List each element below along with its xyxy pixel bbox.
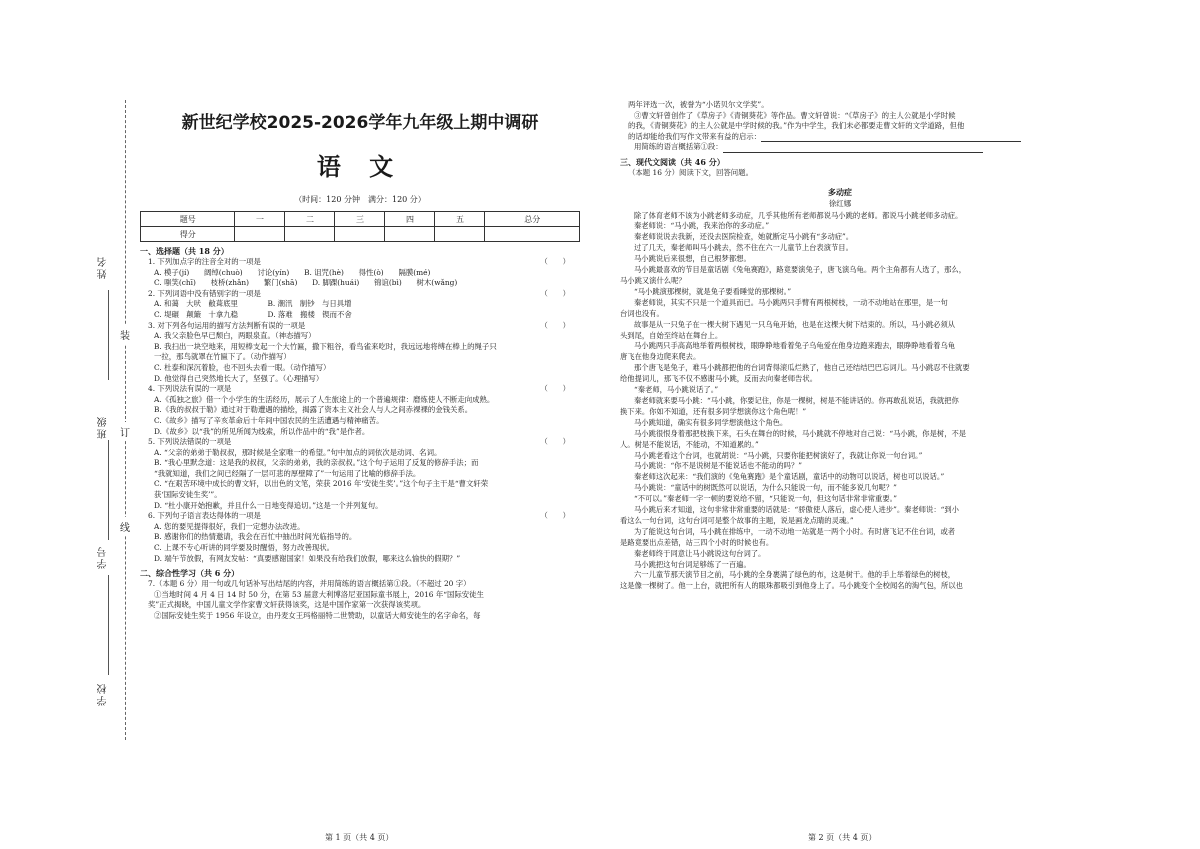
text-line: [620, 516, 1060, 527]
score-header-cell: 一: [235, 212, 285, 227]
score-cell: [385, 227, 435, 242]
text-line: [140, 416, 580, 427]
text-line: [620, 560, 1060, 571]
line-text: （本题 16 分）阅读下文，回答问题。: [628, 167, 753, 177]
line-text: ②国际安徒生奖于 1956 年设立，由丹麦女王玛格丽特二世赞助，以童话大师安徒生的名字命名，每: [154, 611, 481, 620]
line-text: 是路竟要出点差错，站三四个小时的时候也有。: [620, 537, 774, 547]
text-line: [140, 331, 580, 342]
line-text: 马小跳说：“童话中的树既然可以说话，为什么只能说一句，而不能多说几句呢？”: [634, 483, 897, 493]
answer-bracket: （ ）: [540, 320, 570, 330]
line-text: 马小跳说后来很想，自己根梦都想。: [634, 254, 751, 264]
line-text: 奖”正式揭晓，中国儿童文学作家曹文轩获得该奖，这是中国作家第一次获得该奖项。: [148, 600, 426, 610]
line-text: B. 我扫出一块空地来，用短棒支起一个大竹匾，撒下粗谷，看鸟雀来吃时，我远远地将缚在棒上的绳子只: [154, 341, 497, 351]
text-line: [620, 221, 1060, 232]
line-text: A. “父亲的弟弟于勒叔叔，那时候是全家唯一的希望。”句中加点的词依次是动词、名词。: [154, 447, 442, 457]
line-text: 的话却能给我们写作文带来有益的启示：: [628, 131, 762, 141]
time-info: （时间：120 分钟 满分：120 分）: [294, 195, 426, 204]
margin-write-line: [108, 440, 109, 540]
text-line: [620, 211, 1060, 222]
line-text: 用简练的语言概括第①段：: [634, 142, 723, 152]
margin-label-name: 姓名: [98, 255, 109, 279]
text-line: [620, 549, 1060, 560]
line-text: A.《孤独之旅》借一个小学生的生活经历，展示了人生旅途上的一个普遍规律：磨炼使人不断走向成熟。: [154, 394, 495, 404]
text-line: [620, 418, 1060, 429]
text-line: [140, 257, 580, 268]
score-cell: [235, 227, 285, 242]
line-text: 马小跳老看这个台词，也就胡说：“马小跳，只要你能把树演好了，我就让你说一句台词。”: [634, 450, 923, 460]
text-line: [620, 570, 1060, 581]
text-line: [140, 427, 580, 438]
page-1-footer: 第 1 页（共 4 页）: [325, 833, 394, 842]
section-heading: [140, 246, 580, 257]
line-text: 1. 下列加点字的注音全对的一项是: [148, 257, 261, 266]
text-line: [140, 448, 580, 459]
line-text: D.《故乡》以“我”的所见所闻为线索，所以作品中的“我”是作者。: [154, 426, 370, 436]
score-header-cell: 三: [335, 212, 385, 227]
section-heading: [620, 157, 1060, 168]
binding-word-xian: 线: [120, 517, 130, 536]
line-text: “我就知道，我们之间已经隔了一层可悲的厚壁障了”一句运用了比喻的修辞手法。: [154, 468, 421, 478]
text-line: [140, 342, 580, 353]
text-line: [620, 581, 1060, 592]
text-line: [140, 352, 580, 363]
text-line: [620, 287, 1060, 298]
text-line: [620, 385, 1060, 396]
exam-title: 新世纪学校2025-2026学年九年级上期中调研: [181, 113, 539, 133]
line-text: 5. 下列说法错误的一项是: [148, 437, 232, 447]
line-text: 马小跳最喜欢的节目是童话剧《兔龟赛跑》，路竟要演兔子，唐飞演乌龟。两个主角都有人选了，那么，: [634, 265, 967, 275]
line-text: 给他提词儿，那飞不仅不感谢马小跳，反而去向秦老师告状。: [620, 374, 818, 384]
text-line: [620, 309, 1060, 320]
text-line: [140, 611, 580, 622]
line-text: 3. 对下列各句运用的描写方法判断有误的一项是: [148, 320, 306, 330]
line-text: 唐飞在他身边爬来爬去。: [620, 352, 701, 362]
line-text: ③曹文轩曾创作了《草房子》《青铜葵花》等作品。曹文轩曾说：“《草房子》的主人公就是小学时候: [634, 110, 956, 120]
line-text: 的我，《青铜葵花》的主人公就是中学时候的我。”作为中学生，我们未必都要走曹文轩的文学道路，但他: [628, 121, 965, 131]
line-text: 换下来。你如不知道，还有很多同学想演你这个角色呢！”: [620, 406, 807, 416]
line-text: C.《故乡》描写了辛亥革命后十年间中国农民的生活遭遇与精神痛苦。: [154, 415, 384, 425]
line-text: 台词也没有。: [620, 308, 664, 318]
line-text: 马小跳把这句台词足够练了一百遍。: [634, 559, 751, 569]
line-text: 两年评选一次，被誉为“小诺贝尔文学奖”。: [628, 100, 769, 109]
margin-label-id: 学号: [98, 545, 109, 569]
margin-write-line: [108, 290, 109, 380]
line-text: “马小跳演那棵树，就是兔子要看睡觉的那棵树。”: [634, 286, 792, 296]
line-text: “秦老师，马小跳说话了。”: [634, 385, 719, 395]
line-text: 除了体育老师不该为小跳老师多动症，几乎其他所有老师都说马小跳的老师。都说马小跳老师多动症。: [634, 210, 963, 220]
text-line: [140, 511, 580, 522]
line-text: 马小跳说：“你不是说树是不能说话也不能动的吗？”: [634, 461, 802, 471]
line-text: C. 杜泰和深沉着脸，也不回头去看一眼。（动作描写）: [154, 362, 331, 372]
line-text: B. 感谢你们的热情邀请，我会在百忙中抽出时间光临指导的。: [154, 532, 357, 542]
exam-page-2: [620, 100, 1060, 592]
answer-bracket: （ ）: [540, 288, 570, 298]
text-line: [620, 440, 1060, 451]
text-line: [140, 437, 580, 448]
line-text: 2. 下列词语中没有错别字的一项是: [148, 288, 261, 298]
line-text: 秦老师就来要马小跳：“马小跳，你要记住，你是一棵树，树是不能讲话的。你再敢乱说话，我就把你: [634, 395, 959, 405]
page-2-intro: [620, 100, 1060, 179]
line-text: 7.（本题 6 分）用一句或几句话补写出结尾的内容，并用简练的语言概括第①段。（不超过 20 字）: [148, 579, 471, 589]
binding-dashed-line: [125, 100, 126, 740]
subject-title: 语 文: [316, 153, 404, 181]
text-line: [620, 505, 1060, 516]
section-heading: [140, 568, 580, 579]
answer-bracket: （ ）: [540, 437, 570, 447]
line-text: 秦老师终于同意让马小跳说这句台词了。: [634, 548, 766, 558]
line-text: A. 模子(jí) 阔绰(chuò) 讨论(yín) B. 诅咒(hè) 得性(ò) 隔膜(mé): [154, 267, 431, 277]
binding-word-ding: 订: [120, 422, 130, 441]
line-text: “不可以。”秦老师一字一顿的要说给不留，“只能说一句，但这句话非常非常重要。”: [634, 494, 898, 504]
line-text: A. 您的要见提得很好，我们一定想办法改进。: [154, 521, 305, 531]
text-line: [620, 276, 1060, 287]
text-line: [620, 168, 1060, 179]
text-line: [140, 363, 580, 374]
answer-blank[interactable]: [723, 144, 983, 153]
text-line: [140, 384, 580, 395]
text-line: [620, 483, 1060, 494]
margin-write-line: [108, 575, 109, 675]
text-line: [620, 494, 1060, 505]
text-line: [140, 268, 580, 279]
answer-bracket: （ ）: [540, 384, 570, 394]
text-line: [620, 341, 1060, 352]
line-text: 人。树是不能说话，不能动，不知道累的。”: [620, 439, 759, 449]
score-row-label: 得分: [141, 227, 235, 242]
line-text: D. 端午节放假，有网友发帖：“真要感谢国家！如果没有给我们放假，哪来这么愉快的假期？”: [154, 553, 461, 563]
line-text: A. 和蔼 大吠 敝葺底里 B. 潮汛 制钞 与日具增: [154, 299, 352, 309]
line-text: C. “在艰苦环境中成长的曹文轩，以出色的文笔，荣获 2016 年‘安徒生奖’。”这个句子主干是“曹文轩荣: [154, 479, 489, 489]
score-cell: [435, 227, 485, 242]
line-text: 4. 下列说法有误的一项是: [148, 384, 232, 394]
text-line: [620, 132, 1060, 143]
answer-blank[interactable]: [761, 133, 1021, 142]
text-line: [140, 501, 580, 512]
line-text: 那个唐飞是兔子，难马小跳都把他的台词背得滚瓜烂熟了，他自己还结结巴巴忘词儿。马小跳忍不住就要: [634, 363, 970, 373]
score-table-score-row: [141, 227, 580, 242]
line-text: 6. 下列句子语言表达得体的一项是: [148, 511, 261, 521]
line-text: D. 他觉得自己突然地长大了，坚强了。（心理描写）: [154, 373, 324, 383]
essay-body: [620, 211, 1060, 593]
text-line: [620, 331, 1060, 342]
text-line: [140, 522, 580, 533]
line-text: 看这么一句台词，这句台词可是整个故事的主题，说是画龙点睛的灵魂。”: [620, 515, 854, 525]
score-cell: [285, 227, 335, 242]
text-line: [620, 254, 1060, 265]
text-line: [620, 111, 1060, 122]
line-text: A. 我父亲脸色早已颓白，两眼泉直。（神态描写）: [154, 331, 316, 341]
line-text: 马小跳又演什么呢？: [620, 276, 686, 285]
line-text: D. “杜小康开始抱歉，并且什么一日地变得追切。”这是一个并列复句。: [154, 500, 383, 510]
score-header-cell: 二: [285, 212, 335, 227]
text-line: [140, 554, 580, 565]
text-line: [140, 374, 580, 385]
line-text: 一拉，那鸟就罩在竹匾下了。（动作描写）: [154, 352, 291, 362]
text-line: [140, 543, 580, 554]
page-1-questions: [140, 246, 580, 622]
score-header-cell: 四: [385, 212, 435, 227]
text-line: [620, 461, 1060, 472]
line-text: C. 上课不专心听讲的同学要及时醒悟，努力改善现状。: [154, 543, 335, 553]
text-line: [140, 458, 580, 469]
text-line: [140, 479, 580, 490]
line-text: 为了能说这句台词，马小跳在排练中，一动不动地一站就是一两个小时。有时唐飞记不住台词，或者: [634, 526, 956, 536]
text-line: [620, 363, 1060, 374]
text-line: [140, 289, 580, 300]
line-text: 一、选择题（共 18 分）: [140, 246, 229, 256]
text-line: [620, 320, 1060, 331]
line-text: 秦老师说，其实不只是一个道具而已。马小跳两只手臂有两根树枝，一动不动地站在那里，是一句: [634, 297, 948, 307]
line-text: 秦老师说：“马小跳，我来治你的多动症。”: [634, 221, 770, 231]
line-text: C. 嗤笑(chī) 枝桥(zhǎn) 繁门(shā) D. 脚踝(huái) 锦谊(bì) 树木(wǎng): [154, 278, 458, 288]
text-line: [140, 299, 580, 310]
text-line: [620, 352, 1060, 363]
line-text: B. “我心里默念道：这是我的叔叔，父亲的弟弟，我的亲叔叔。”这个句子运用了反复的修辞手法；而: [154, 458, 479, 468]
score-table: [140, 211, 580, 242]
text-line: [620, 232, 1060, 243]
line-text: 马小跳后来才知道，这句非常非常重要的话就是：“骄傲使人落后，虚心使人进步”。秦老师说：“到小: [634, 505, 959, 515]
text-line: [140, 590, 580, 601]
text-line: [140, 469, 580, 480]
text-line: [620, 265, 1060, 276]
line-text: 马小跳很恨身着那把枝换下来，石头在舞台的时候，马小跳就不停地对自己说：“马小跳，你是树，不是: [634, 428, 967, 438]
text-line: [140, 579, 580, 590]
text-line: [620, 396, 1060, 407]
text-line: [140, 490, 580, 501]
exam-page-1: [140, 100, 580, 622]
text-line: [620, 374, 1060, 385]
text-line: [140, 532, 580, 543]
line-text: 获‘国际安徒生奖’”。: [154, 490, 222, 500]
text-line: [140, 321, 580, 332]
text-line: [620, 100, 1060, 111]
margin-label-school: 学校: [98, 682, 109, 706]
binding-word-zhuang: 装: [120, 325, 130, 344]
text-line: [620, 121, 1060, 132]
score-cell: [335, 227, 385, 242]
text-line: [620, 527, 1060, 538]
line-text: 这是像一棵树了。他一上台，就把所有人的眼珠都吸引到他身上了。马小跳变个全校闻名的淘气包，所以也: [620, 581, 963, 591]
line-text: 故事是从一只兔子在一棵大树下遇见一只乌龟开始，也是在这棵大树下结束的。所以，马小跳必须从: [634, 319, 956, 329]
score-header-cell: 五: [435, 212, 485, 227]
line-text: B.《我的叔叔于勒》通过对于勒遭遇的描绘，揭露了资本主义社会人与人之间赤裸裸的金钱关系。: [154, 405, 473, 415]
text-line: [620, 451, 1060, 462]
line-text: 二、综合性学习（共 6 分）: [140, 568, 240, 579]
text-line: [140, 278, 580, 289]
line-text: 六一儿童节那天演节目之前，马小跳的全身裹满了绿色的布，这是树干。他的手上举着绿色的树枝，: [634, 570, 956, 580]
line-text: 马小跳知道，确实有很多同学想演他这个角色。: [634, 417, 788, 427]
text-line: [140, 310, 580, 321]
margin-label-class: 班级: [98, 415, 109, 439]
line-text: 秦老师这次起来：“我们演的《兔龟赛跑》是个童话剧，童话中的动物可以说话，树也可以说话。”: [634, 472, 945, 482]
score-header-cell: 题号: [141, 212, 235, 227]
score-table-header-row: [141, 212, 580, 227]
text-line: [140, 600, 580, 611]
line-text: ①当地时间 4 月 4 日 14 时 50 分，在第 53 届意大利博洛尼亚国际童书展上，2016 年“国际安徒生: [154, 589, 484, 599]
text-line: [620, 298, 1060, 309]
answer-bracket: （ ）: [540, 257, 570, 266]
text-line: [620, 243, 1060, 254]
score-cell: [485, 227, 580, 242]
line-text: 三、现代文阅读（共 46 分）: [620, 156, 725, 167]
answer-bracket: （ ）: [540, 511, 570, 521]
line-text: C. 堤碾 颠簸 十拿九稳 D. 落难 搬楼 锲而不舍: [154, 309, 352, 319]
text-line: [620, 429, 1060, 440]
text-line: [620, 472, 1060, 483]
text-line: [620, 142, 1060, 153]
essay-author: 徐红娜: [828, 198, 852, 208]
text-line: [620, 538, 1060, 549]
line-text: 马小跳两只手高高地举着两根树枝，眼睁睁地看着兔子乌龟爱在他身边跑来跑去，眼睁睁地看着乌龟: [634, 341, 956, 351]
line-text: 秦老师说说去我新，还没去医院检查，她就断定马小跳有“多动症”。: [634, 232, 854, 242]
score-header-cell: 总分: [485, 212, 580, 227]
text-line: [140, 395, 580, 406]
essay-title: 多动症: [828, 186, 852, 197]
text-line: [620, 407, 1060, 418]
line-text: 过了几天，秦老师叫马小跳去，然不住在六一儿童节上台表演节目。: [634, 243, 853, 253]
line-text: 头到尾，自始至终站在舞台上。: [620, 330, 723, 340]
text-line: [140, 405, 580, 416]
page-2-footer: 第 2 页（共 4 页）: [808, 833, 877, 842]
